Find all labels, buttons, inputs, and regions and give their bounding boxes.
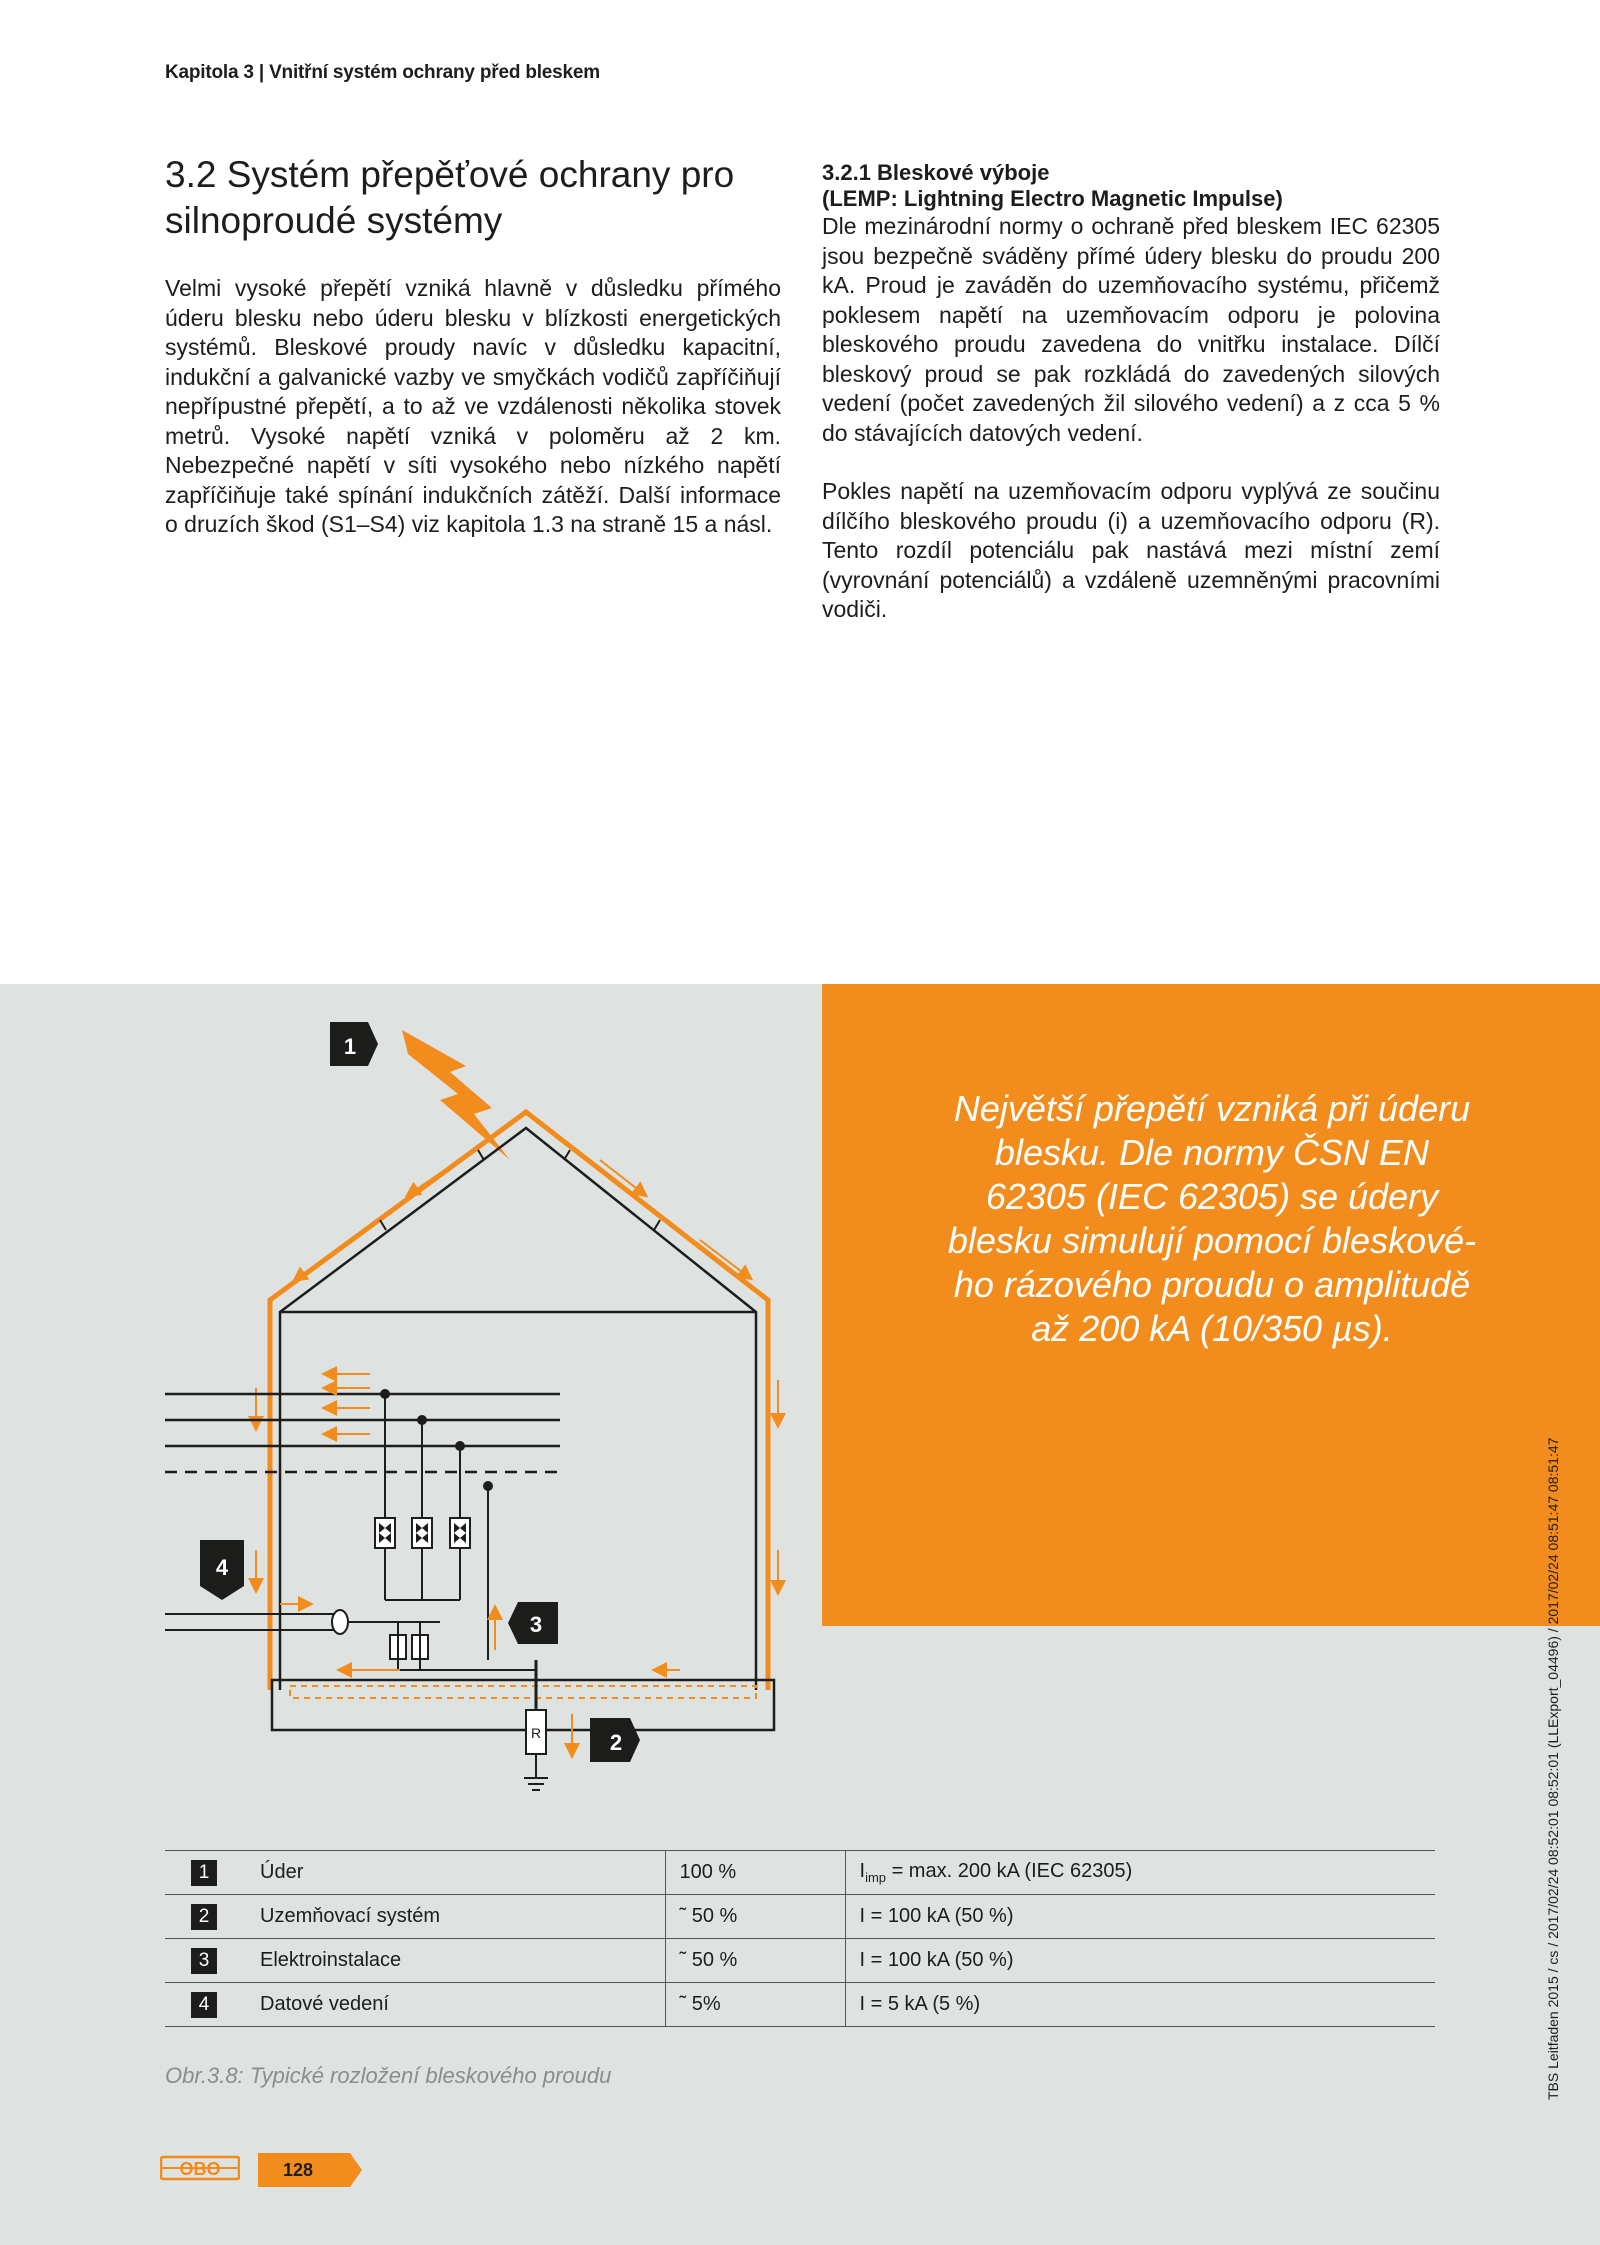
surge-protector-icon — [375, 1518, 470, 1548]
quote-line: 62305 (IEC 62305) se údery — [985, 1176, 1439, 1217]
legend-current — [845, 1851, 1435, 1895]
subsection — [822, 160, 1440, 625]
legend-current: I = 100 kA (50 %) — [845, 1895, 1435, 1939]
subsection-title-line1: 3.2.1 Bleskové výboje — [822, 160, 1050, 185]
legend-number: 4 — [191, 1992, 217, 2018]
legend-label: Elektroinstalace — [260, 1939, 665, 1983]
legend-share: ˜ 5% — [665, 1983, 845, 2027]
legend-current: I = 100 kA (50 %) — [845, 1939, 1435, 1983]
svg-text:128: 128 — [282, 2160, 314, 2180]
legend-number: 2 — [191, 1904, 217, 1930]
legend-share: 100 % — [665, 1851, 845, 1895]
page-number — [258, 2153, 364, 2187]
legend-share: ˜ 50 % — [665, 1939, 845, 1983]
badge-1 — [330, 1022, 378, 1066]
legend-share: ˜ 50 % — [665, 1895, 845, 1939]
legend-number: 1 — [191, 1860, 217, 1886]
badge-3 — [508, 1602, 558, 1644]
chapter-header: Kapitola 3 | Vnitřní systém ochrany před bleskem — [165, 62, 600, 83]
subsection-para1: Dle mezinárodní normy o ochraně před bleskem IEC 62305 jsou bezpečně sváděny přímé údery blesku do proudu 200 kA. Proud je zaváděn do uzemňovacího systému, přičemž poklesem napětí na uzemňovacím odporu je polovina bleskového proudu zavedena do vnitřku instalace. Dílčí bleskový proud se pak rozkládá do zavedených silových vedení (počet zavedených žil silového vedení) a z cca 5 % do stávajících datových vedení. — [822, 213, 1440, 446]
legend-label: Uzemňovací systém — [260, 1895, 665, 1939]
section-title: 3.2 Systém přepěťové ochrany pro silnoproudé systémy — [165, 154, 735, 241]
figure-caption: Obr.3.8: Typické rozložení bleskového proudu — [165, 2063, 612, 2088]
quote-line: Největší přepětí vzniká při úderu — [953, 1088, 1471, 1129]
legend-row — [165, 1851, 1435, 1895]
quote-line: ho rázového proudu o amplitudě — [953, 1264, 1471, 1305]
obo-logo — [160, 2153, 240, 2183]
sidebar-meta: TBS Leitfaden 2015 / cs / 2017/02/24 08:52:01 08:52:01 (LLExport_04496) / 2017/02/24 08:51:47 08:51:47 — [1545, 1437, 1561, 2100]
svg-text:1: 1 — [343, 1034, 357, 1059]
legend-current-value: = max. 200 kA (IEC 62305) — [886, 1860, 1133, 1882]
quote-line: blesku simulují pomocí bleskové- — [947, 1220, 1477, 1261]
subsection-title-line2: (LEMP: Lightning Electro Magnetic Impulse) — [822, 186, 1283, 211]
svg-text:OBO: OBO — [179, 2159, 221, 2179]
legend-table — [165, 1850, 1435, 2027]
quote-line: až 200 kA (10/350 µs). — [1031, 1308, 1393, 1349]
lightning-bolt-icon — [402, 1030, 510, 1160]
legend-row — [165, 1895, 1435, 1939]
svg-text:4: 4 — [215, 1555, 229, 1580]
svg-text:3: 3 — [529, 1612, 543, 1637]
legend-label: Úder — [260, 1851, 665, 1895]
quote-line: blesku. Dle normy ČSN EN — [994, 1132, 1430, 1173]
section-body: Velmi vysoké přepětí vzniká hlavně v důsledku přímého úderu blesku nebo úderu blesku v blízkosti energetických systémů. Bleskové proudy navíc v důsledku kapacitní, indukční a galvanické vazby ve smyčkách vodičů zapříčiňují nepřípustné přepětí, a to až ve vzdálenosti několika stovek metrů. Vysoké napětí vzniká v poloměru až 2 km. Nebezpečné napětí v síti vysokého nebo nízkého napětí zapříčiňuje také spínání indukčních zátěží. Další informace o druzích škod (S1–S4) viz kapitola 1.3 na straně 15 a násl. — [165, 275, 781, 537]
legend-row — [165, 1983, 1435, 2027]
subsection-title — [822, 160, 1440, 212]
legend-row — [165, 1939, 1435, 1983]
resistor-label: R — [530, 1725, 542, 1741]
svg-text:2: 2 — [609, 1730, 623, 1755]
legend-label: Datové vedení — [260, 1983, 665, 2027]
lightning-distribution-diagram — [140, 1010, 820, 1810]
data-surge-protector-icon — [390, 1622, 428, 1670]
legend-current-prefix: I — [859, 1860, 866, 1882]
subsection-para2: Pokles napětí na uzemňovacím odporu vyplývá ze součinu dílčího bleskového proudu (i) a uzemňovacího odporu (R). Tento rozdíl potenciálu pak nastává mezi místní zemí (vyrovnání potenciálů) a vzdáleně uzemněnými pracovními vodiči. — [822, 478, 1440, 622]
legend-current-sub: imp — [865, 1870, 887, 1885]
quote-text — [862, 1087, 1562, 1351]
legend-current: I = 5 kA (5 %) — [845, 1983, 1435, 2027]
badge-4 — [200, 1540, 244, 1600]
badge-2 — [590, 1718, 640, 1762]
legend-number: 3 — [191, 1948, 217, 1974]
